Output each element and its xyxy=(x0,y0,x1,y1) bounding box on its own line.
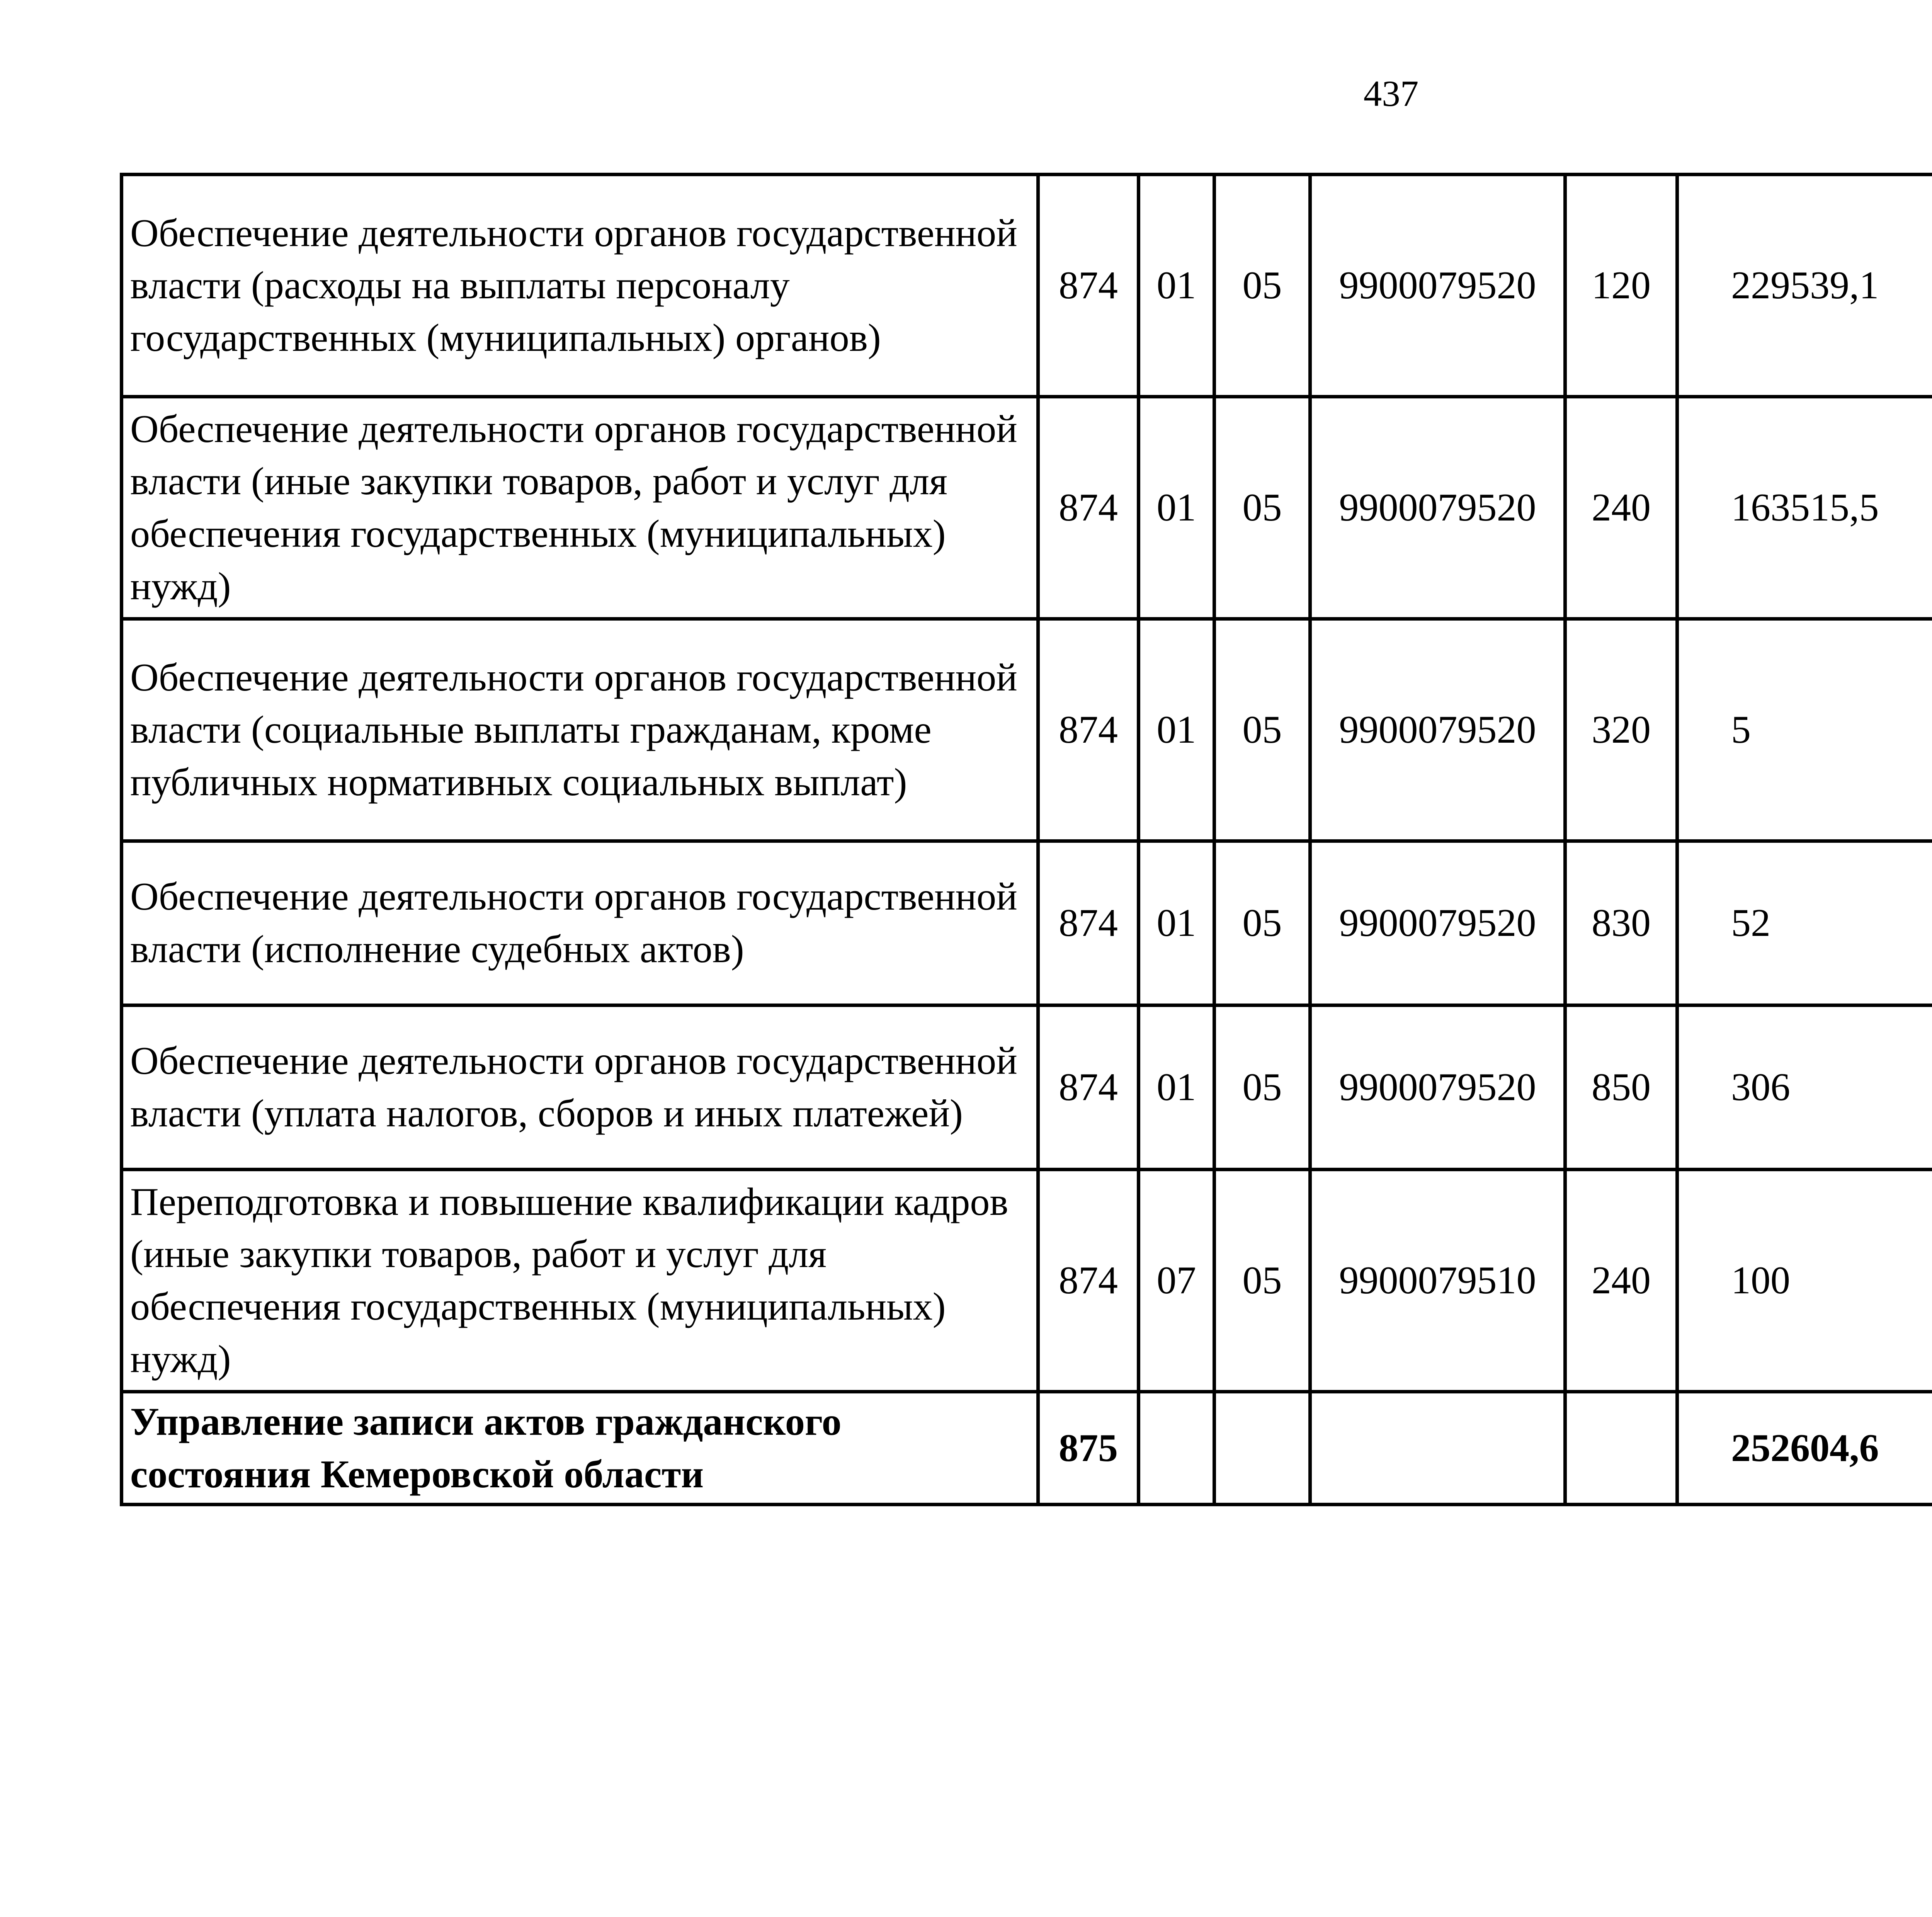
ministry-code: 874 xyxy=(1038,175,1139,397)
amount-year1: 100 xyxy=(1677,1170,1932,1392)
target-article-code xyxy=(1310,1392,1565,1505)
target-article-code: 9900079510 xyxy=(1310,1170,1565,1392)
subsection-code: 05 xyxy=(1214,1170,1310,1392)
row-description: Переподготовка и повышение квалификации кадров (иные закупки товаров, работ и услуг для обеспечения государственных (муниципальных) нужд) xyxy=(122,1170,1038,1392)
ministry-code: 874 xyxy=(1038,397,1139,619)
subsection-code xyxy=(1214,1392,1310,1505)
row-description: Обеспечение деятельности органов государственной власти (уплата налогов, сборов и иных платежей) xyxy=(122,1005,1038,1170)
row-description: Обеспечение деятельности органов государственной власти (исполнение судебных актов) xyxy=(122,841,1038,1005)
section-code: 01 xyxy=(1139,619,1214,841)
table-row xyxy=(122,1005,1932,1170)
expense-type-code xyxy=(1565,1392,1677,1505)
subsection-code: 05 xyxy=(1214,841,1310,1005)
subsection-code: 05 xyxy=(1214,619,1310,841)
ministry-code: 874 xyxy=(1038,619,1139,841)
table-row-total xyxy=(122,1392,1932,1505)
amount-year1: 163515,5 xyxy=(1677,397,1932,619)
expense-type-code: 320 xyxy=(1565,619,1677,841)
target-article-code: 9900079520 xyxy=(1310,1005,1565,1170)
section-code: 01 xyxy=(1139,397,1214,619)
amount-year1: 5 xyxy=(1677,619,1932,841)
ministry-code: 874 xyxy=(1038,1170,1139,1392)
section-code: 01 xyxy=(1139,1005,1214,1170)
table-row xyxy=(122,175,1932,397)
section-code xyxy=(1139,1392,1214,1505)
expense-type-code: 240 xyxy=(1565,397,1677,619)
row-description: Обеспечение деятельности органов государственной власти (иные закупки товаров, работ и услуг для обеспечения государственных (муниципальных) нужд) xyxy=(122,397,1038,619)
table-row xyxy=(122,397,1932,619)
subsection-code: 05 xyxy=(1214,397,1310,619)
page-number: 437 xyxy=(1363,73,1419,114)
expense-type-code: 240 xyxy=(1565,1170,1677,1392)
target-article-code: 9900079520 xyxy=(1310,175,1565,397)
expense-type-code: 830 xyxy=(1565,841,1677,1005)
ministry-code: 874 xyxy=(1038,841,1139,1005)
row-description: Обеспечение деятельности органов государственной власти (социальные выплаты гражданам, кроме публичных нормативных социальных выплат) xyxy=(122,619,1038,841)
amount-year1: 252604,6 xyxy=(1677,1392,1932,1505)
section-code: 01 xyxy=(1139,841,1214,1005)
target-article-code: 9900079520 xyxy=(1310,841,1565,1005)
target-article-code: 9900079520 xyxy=(1310,397,1565,619)
table-row xyxy=(122,841,1932,1005)
amount-year1: 52 xyxy=(1677,841,1932,1005)
table-row xyxy=(122,1170,1932,1392)
section-code: 01 xyxy=(1139,175,1214,397)
amount-year1: 229539,1 xyxy=(1677,175,1932,397)
table-row xyxy=(122,619,1932,841)
expense-type-code: 850 xyxy=(1565,1005,1677,1170)
subsection-code: 05 xyxy=(1214,1005,1310,1170)
expense-type-code: 120 xyxy=(1565,175,1677,397)
ministry-code: 875 xyxy=(1038,1392,1139,1505)
subsection-code: 05 xyxy=(1214,175,1310,397)
row-description: Обеспечение деятельности органов государственной власти (расходы на выплаты персоналу государственных (муниципальных) органов) xyxy=(122,175,1038,397)
amount-year1: 306 xyxy=(1677,1005,1932,1170)
section-code: 07 xyxy=(1139,1170,1214,1392)
ministry-code: 874 xyxy=(1038,1005,1139,1170)
target-article-code: 9900079520 xyxy=(1310,619,1565,841)
budget-table xyxy=(120,173,1932,1506)
row-description: Управление записи актов гражданского состояния Кемеровской области xyxy=(122,1392,1038,1505)
